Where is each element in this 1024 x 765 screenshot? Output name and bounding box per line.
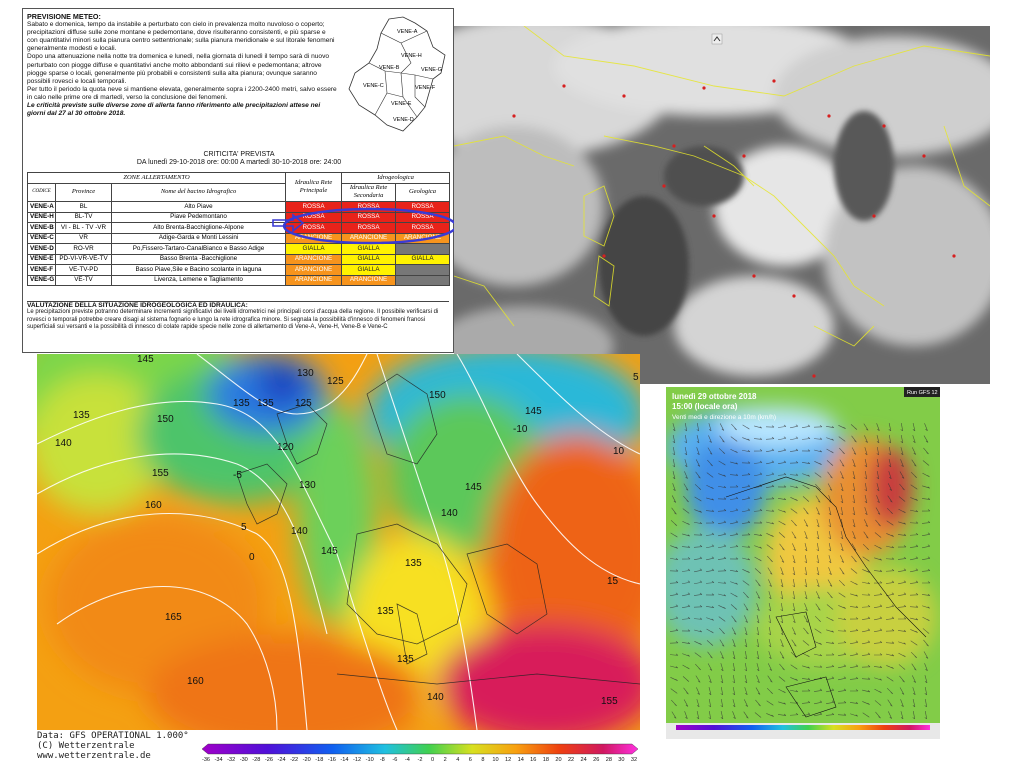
row-province: BL [56, 202, 112, 213]
gfs-source: Data: GFS OPERATIONAL 1.000° [37, 731, 189, 741]
scale-tick-label: 28 [605, 757, 612, 763]
row-province: RO-VR [56, 244, 112, 255]
row-code: VENE-F [28, 265, 56, 276]
contour-label: 150 [429, 390, 446, 401]
table-row [28, 265, 450, 276]
contour-label: 145 [321, 546, 338, 557]
scale-tick-label: 24 [580, 757, 587, 763]
scale-tick-label: 8 [481, 757, 485, 763]
scale-tick-label: -18 [315, 757, 324, 763]
row-geologica: ARANCIONE [396, 233, 450, 244]
row-rete-principale: GIALLA [286, 244, 342, 255]
row-code: VENE-C [28, 233, 56, 244]
contour-label: 135 [257, 398, 274, 409]
contour-label: 140 [427, 692, 444, 703]
veneto-zones-map [341, 13, 451, 137]
wind-date: lunedì 29 ottobre 2018 [672, 392, 757, 401]
scale-tick-label: -12 [353, 757, 362, 763]
contour-label: 10 [613, 446, 625, 457]
scale-tick-label: 18 [542, 757, 549, 763]
scale-tick-label: 2 [443, 757, 447, 763]
contour-label: 145 [465, 482, 482, 493]
scale-tick-label: -30 [239, 757, 248, 763]
row-geologica: ROSSA [396, 212, 450, 223]
row-rete-principale: ARANCIONE [286, 275, 342, 286]
wind-time: 15:00 (locale ora) [672, 402, 738, 411]
wind-forecast-map [666, 387, 940, 739]
header-zone-group: ZONE ALLERTAMENTO [28, 173, 286, 184]
row-rete-principale: ROSSA [286, 212, 342, 223]
row-rete-secondaria: GIALLA [342, 244, 396, 255]
contour-label: 155 [601, 696, 618, 707]
scale-tick-label: -8 [379, 757, 385, 763]
contour-label: 160 [145, 500, 162, 511]
row-rete-secondaria: GIALLA [342, 265, 396, 276]
row-basin: Piave Pedemontano [112, 212, 286, 223]
header-bacino: Nome del bacino Idrografico [112, 183, 286, 201]
scale-tick-label: -2 [417, 757, 423, 763]
scale-tick-label: -24 [277, 757, 286, 763]
row-basin: Livenza, Lemene e Tagliamento [112, 275, 286, 286]
header-rete-secondaria: Idraulica Rete Secondaria [342, 183, 396, 201]
forecast-paragraph: Per tutto il periodo la quota neve si mantiene elevata, generalmente sopra i 2200-2400 metri, salvo essere in calo nelle prime ore di martedì, verso la conclusione dei fenomeni. [27, 85, 337, 101]
mini-map-label: VENE-D [393, 117, 414, 123]
contour-label: 145 [525, 406, 542, 417]
scale-tick-label: -26 [264, 757, 273, 763]
contour-label: -10 [513, 424, 528, 435]
contour-label: 130 [299, 480, 316, 491]
table-row [28, 254, 450, 265]
row-geologica [396, 275, 450, 286]
row-province: BL-TV [56, 212, 112, 223]
contour-label: 140 [291, 526, 308, 537]
row-geologica: ROSSA [396, 223, 450, 234]
row-province: VE-TV-PD [56, 265, 112, 276]
scale-tick-label: -36 [201, 757, 211, 763]
contour-label: -5 [233, 470, 242, 481]
contour-label: 135 [397, 654, 414, 665]
criticita-period: DA lunedì 29-10-2018 ore: 00:00 A martedì 30-10-2018 ore: 24:00 [136, 159, 342, 166]
contour-label: 155 [152, 468, 169, 479]
contour-label: 135 [405, 558, 422, 569]
contour-label: 150 [157, 414, 174, 425]
mini-map-label: VENE-B [379, 65, 400, 71]
valutazione-text: Le precipitazioni previste potranno determinare incrementi significativi dei livelli idrometrici nei principali corsi d'acqua della regione. Il possibile verificarsi di rovesci o temporali potrebbe creare disagi al sistema fognario e lungo la rete idrografica minore. Si segnala la possibilità d'innesco di fenomeni franosi superficiali sui versanti e la possibilità di innesco di colate rapide specie nelle zone di allertamento di Vene-A, Vene-H, Vene-B e Vene-C [27, 309, 439, 331]
header-geologica: Geologica [396, 183, 450, 201]
scale-tick-label: 0 [431, 757, 435, 763]
gfs-geopotential-map [37, 354, 640, 730]
mini-map-label: VENE-A [397, 29, 418, 35]
scale-tick-label: -6 [392, 757, 398, 763]
row-rete-secondaria: ROSSA [342, 202, 396, 213]
row-rete-secondaria: ARANCIONE [342, 233, 396, 244]
row-code: VENE-G [28, 275, 56, 286]
row-rete-principale: ROSSA [286, 223, 342, 234]
row-code: VENE-B [28, 223, 56, 234]
temperature-color-scale [200, 743, 640, 763]
alert-bulletin [22, 8, 454, 353]
run-badge: Run GFS 12 [907, 390, 938, 396]
row-rete-principale: ARANCIONE [286, 254, 342, 265]
criticita-title: CRITICITA' PREVISTA [203, 151, 275, 158]
contour-label: 135 [233, 398, 250, 409]
contour-label: 160 [187, 676, 204, 687]
row-rete-secondaria: ROSSA [342, 223, 396, 234]
row-code: VENE-H [28, 212, 56, 223]
scale-tick-label: -14 [340, 757, 349, 763]
forecast-paragraph: Sabato e domenica, tempo da instabile a perturbato con cielo in prevalenza molto nuvoloso o coperto; precipitazioni diffuse sulle zone montane e pedemontane, dove risulteranno consistenti, e più sparse e con quantitativi minori sulla pianura centro settentrionale; sulla pianura meridionale e sul litorale fenomeni generalmente modesti e locali. [27, 21, 335, 53]
row-rete-principale: ROSSA [286, 202, 342, 213]
row-rete-principale: ARANCIONE [286, 233, 342, 244]
mini-map-label: VENE-G [421, 67, 443, 73]
scale-tick-label: 4 [456, 757, 460, 763]
contour-label: 165 [165, 612, 182, 623]
contour-label: 15 [607, 576, 619, 587]
contour-label: 125 [327, 376, 344, 387]
scale-tick-label: 22 [567, 757, 575, 763]
criticita-header [23, 151, 455, 167]
forecast-note: Le criticità previste sulle diverse zone di allerta fanno riferimento alle precipitazioni attese nei giorni dal 27 al 30 ottobre 2018. [27, 102, 321, 118]
row-province: VE-TV [56, 275, 112, 286]
scale-tick-label: 6 [468, 757, 472, 763]
scale-tick-label: 16 [530, 757, 537, 763]
scale-tick-label: 30 [618, 757, 625, 763]
scale-tick-label: 20 [555, 757, 562, 763]
forecast-paragraph: Dopo una attenuazione nella notte tra domenica e lunedì, nella giornata di lunedì il tempo sarà di nuovo perturbato con piogge diffuse e quantitativi anche molto abbondanti sui rilievi e pedemontana; altrove piogge sparse o locali, generalmente più probabili e consistenti sulla alta pianura; ovunque saranno possibili rovesci e locali temporali. [27, 53, 330, 85]
row-basin: Po,Fissero-Tartaro-CanalBianco e Basso Adige [112, 244, 286, 255]
mini-map-label: VENE-H [401, 53, 422, 59]
scale-tick-label: -32 [227, 757, 236, 763]
mini-map-label: VENE-C [363, 83, 384, 89]
gfs-credits [37, 731, 227, 761]
contour-label: 140 [55, 438, 72, 449]
scale-tick-label: -10 [365, 757, 374, 763]
header-codice: CODICE [28, 183, 56, 201]
row-basin: Alto Brenta-Bacchiglione-Alpone [112, 223, 286, 234]
contour-label: 5 [241, 522, 247, 533]
row-rete-secondaria: ARANCIONE [342, 275, 396, 286]
row-rete-secondaria: ROSSA [342, 212, 396, 223]
contour-label: 120 [277, 442, 294, 453]
valutazione-title: VALUTAZIONE DELLA SITUAZIONE IDROGEOLOGICA ED IDRAULICA: [27, 302, 248, 309]
contour-label: 125 [295, 398, 312, 409]
row-basin: Alto Piave [112, 202, 286, 213]
scale-tick-label: -22 [290, 757, 299, 763]
row-code: VENE-E [28, 254, 56, 265]
contour-label: 135 [73, 410, 90, 421]
contour-label: 145 [137, 354, 154, 365]
scale-tick-label: 10 [492, 757, 499, 763]
mini-map-label: VENE-F [415, 85, 436, 91]
scale-tick-label: 32 [630, 757, 638, 763]
row-province: PD-VI-VR-VE-TV [56, 254, 112, 265]
forecast-title: PREVISIONE METEO: [27, 12, 101, 21]
header-rete-principale: Idraulica Rete Principale [286, 173, 342, 202]
gfs-copyright: (C) Wetterzentrale [37, 741, 135, 751]
scale-tick-label: -34 [214, 757, 223, 763]
row-geologica: GIALLA [396, 254, 450, 265]
contour-label: 130 [297, 368, 314, 379]
satellite-image [454, 26, 990, 384]
header-idrogeologica: Idrogeologica [342, 173, 450, 184]
row-rete-secondaria: GIALLA [342, 254, 396, 265]
row-province: VR [56, 233, 112, 244]
annotation-ellipse [282, 205, 464, 247]
row-province: VI - BL - TV -VR [56, 223, 112, 234]
wind-subtitle: Venti medi e direzione a 10m (km/h) [672, 414, 777, 421]
row-basin: Adige-Garda e Monti Lessini [112, 233, 286, 244]
gfs-website: www.wetterzentrale.de [37, 751, 151, 761]
valutazione-section [27, 301, 449, 352]
row-geologica [396, 265, 450, 276]
scale-tick-label: -20 [302, 757, 311, 763]
forecast-text [27, 13, 337, 118]
scale-tick-label: -4 [404, 757, 410, 763]
scale-tick-label: 14 [517, 757, 524, 763]
scale-tick-label: 26 [593, 757, 600, 763]
scale-tick-label: 12 [505, 757, 512, 763]
contour-label: 5 [633, 372, 639, 383]
row-basin: Basso Piave,Sile e Bacino scolante in laguna [112, 265, 286, 276]
contour-label: 140 [441, 508, 458, 519]
row-rete-principale: ARANCIONE [286, 265, 342, 276]
row-basin: Basso Brenta -Bacchiglione [112, 254, 286, 265]
row-code: VENE-D [28, 244, 56, 255]
row-code: VENE-A [28, 202, 56, 213]
contour-label: 135 [377, 606, 394, 617]
contour-label: 0 [249, 552, 255, 563]
table-row [28, 275, 450, 286]
scale-tick-label: -28 [252, 757, 261, 763]
scale-tick-label: -16 [327, 757, 336, 763]
mini-map-label: VENE-E [391, 101, 412, 107]
header-province: Province [56, 183, 112, 201]
row-geologica: ROSSA [396, 202, 450, 213]
